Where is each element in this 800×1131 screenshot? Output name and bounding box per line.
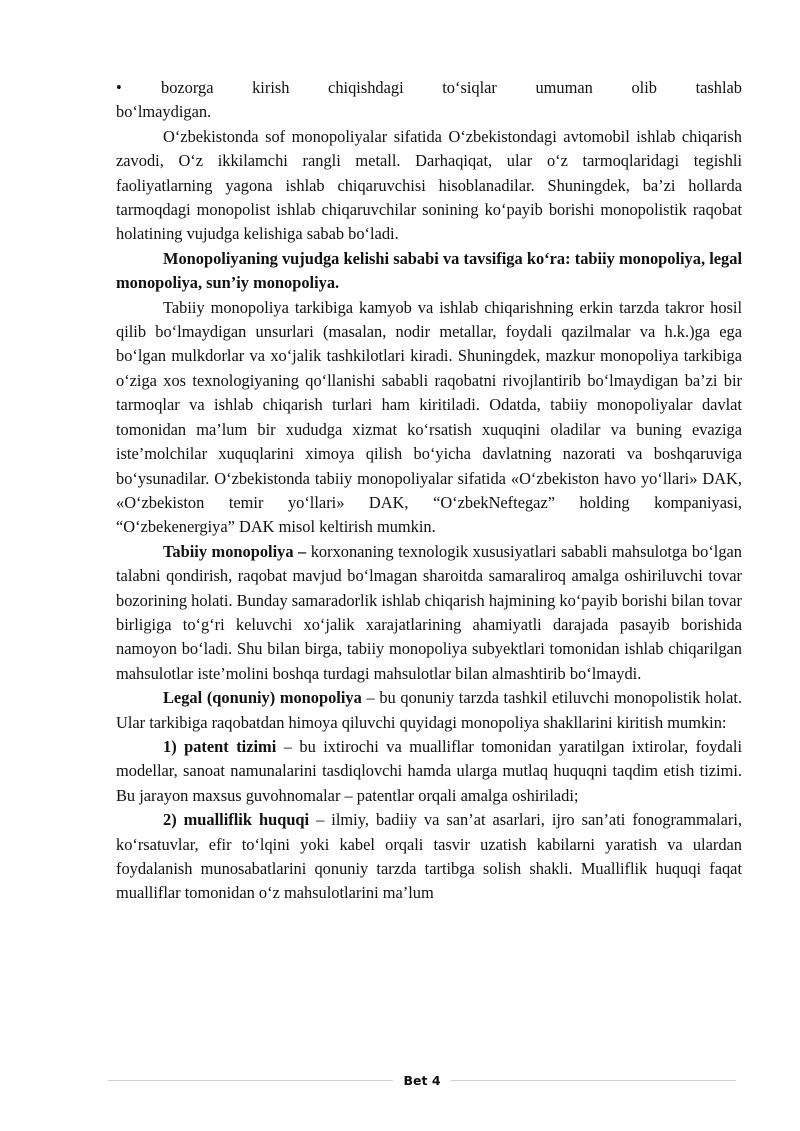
paragraph-patent-system (116, 735, 742, 808)
paragraph-copyright (116, 808, 742, 906)
term-natural-monopoly: Tabiiy monopoliya – (163, 541, 307, 561)
bullet-item (116, 76, 742, 100)
footer-rule-right (451, 1080, 736, 1081)
page-number: Bet 4 (403, 1072, 441, 1088)
paragraph-legal-monopoly (116, 686, 742, 735)
section-heading-text: Monopoliyaning vujudga kelishi sababi va tavsifiga ko‘ra: tabiiy monopoliya, legal monopoliya, sun’iy monopoliya. (116, 248, 742, 293)
bullet-item-continuation: bo‘lmaydigan. (116, 102, 212, 122)
paragraph-natural-monopoly-composition: Tabiiy monopoliya tarkibiga kamyob va ishlab chiqarishning erkin tarzda takror hosil qilib bo‘lmaydigan unsurlari (masalan, nodir metallar, foydali qazilmalar va h.k.)ga ega bo‘lgan mulkdorlar va xo‘jalik tashkilotlari kiradi. Shuningdek, mazkur monopoliya tarkibiga o‘ziga xos texnologiyaning qo‘llanishi sababli raqobatni rivojlantirib bo‘lmaydigan ba’zi bir tarmoqlar va ishlab chiqarish turlari ham kiritiladi. Odatda, tabiiy monopoliyalar davlat tomonidan ma’lum bir xududga xizmat ko‘rsatish xuquqini oladilar va buning evaziga iste’molchilar xuquqlarini ximoya qilish bo‘yicha davlatning nazorati va boshqaruviga bo‘ysunadilar. O‘zbekistonda tabiiy monopoliyalar sifatida «O‘zbekiston havo yo‘llari» DAK, «O‘zbekiston temir yo‘llari» DAK, “O‘zbekNeftegaz” holding kompaniyasi, “O‘zbekenergiya” DAK misol keltirish mumkin. (116, 297, 742, 537)
definition-patent-system: – bu ixtirochi va mualliflar tomonidan yaratilgan ixtirolar, foydali modellar, sanoat namunalarini tasdiqlovchi hamda ularga mutlaq huquqni taqdim etish tizimi. Bu jarayon maxsus guvohnomalar – patentlar orqali amalga oshiriladi; (116, 736, 743, 805)
page-footer (108, 1070, 736, 1090)
definition-natural-monopoly: korxonaning texnologik xususiyatlari sababli mahsulotga bo‘lgan talabni qondirish, raqobat mavjud bo‘lmagan sharoitda samaraliroq amalga oshiriluvchi tovar bozorining holati. Bunday samaradorlik ishlab chiqarish hajmining ko‘payib borishi bilan tovar birligiga to‘g‘ri keluvchi xo‘jalik xarajatlarining ahamiyatli darajada pasayib borishida namoyon bo‘ladi. Shu bilan birga, tabiiy monopoliya subyektlari tomonidan ishlab chiqarilgan mahsulotlar iste’molini boshqa turdagi mahsulotlar bilan almashtirib bo‘lmaydi. (116, 541, 743, 683)
bullet-item-text: bozorga kirish chiqishdagi to‘siqlar umuman olib tashlab (161, 78, 742, 97)
term-copyright: 2) mualliflik huquqi (163, 810, 310, 830)
footer-rule-left (108, 1080, 393, 1081)
definition-legal-monopoly: – bu qonuniy tarzda tashkil etiluvchi monopolistik holat. Ular tarkibiga raqobatdan himoya qiluvchi quyidagi monopoliya shakllarini kiritish mumkin: (116, 688, 742, 732)
term-legal-monopoly: Legal (qonuniy) monopoliya (163, 688, 362, 708)
paragraph-natural-monopoly-definition (116, 540, 742, 686)
document-body (116, 76, 742, 906)
section-heading (116, 247, 742, 296)
definition-copyright: – ilmiy, badiiy va san’at asarlari, ijro san’ati fonogrammalari, ko‘rsatuvlar, efir to‘lqini yoki kabel orqali tasvir uzatish kabilarni yaratish va ulardan foydalanish munosabatlarini qonuniy tarzda tartibga solish shakli. Mualliflik huquqi faqat mualliflar tomonidan o‘z mahsulotlarini ma’lum (116, 810, 743, 903)
bullet-icon: • (116, 78, 122, 97)
paragraph-uzbek-monopolies: O‘zbekistonda sof monopoliyalar sifatida O‘zbekistondagi avtomobil ishlab chiqarish zavodi, O‘z ikkilamchi rangli metall. Darhaqiqat, ular o‘z tarmoqlaridagi tegishli faoliyatlarning yagona ishlab chiqaruvchisi hisoblanadilar. Shuningdek, ba’zi hollarda tarmoqdagi monopolist ishlab chiqaruvchilar sonining ko‘payib borishi monopolistik raqobat holatining vujudga kelishiga sabab bo‘ladi. (116, 126, 742, 244)
term-patent-system: 1) patent tizimi (163, 736, 277, 756)
